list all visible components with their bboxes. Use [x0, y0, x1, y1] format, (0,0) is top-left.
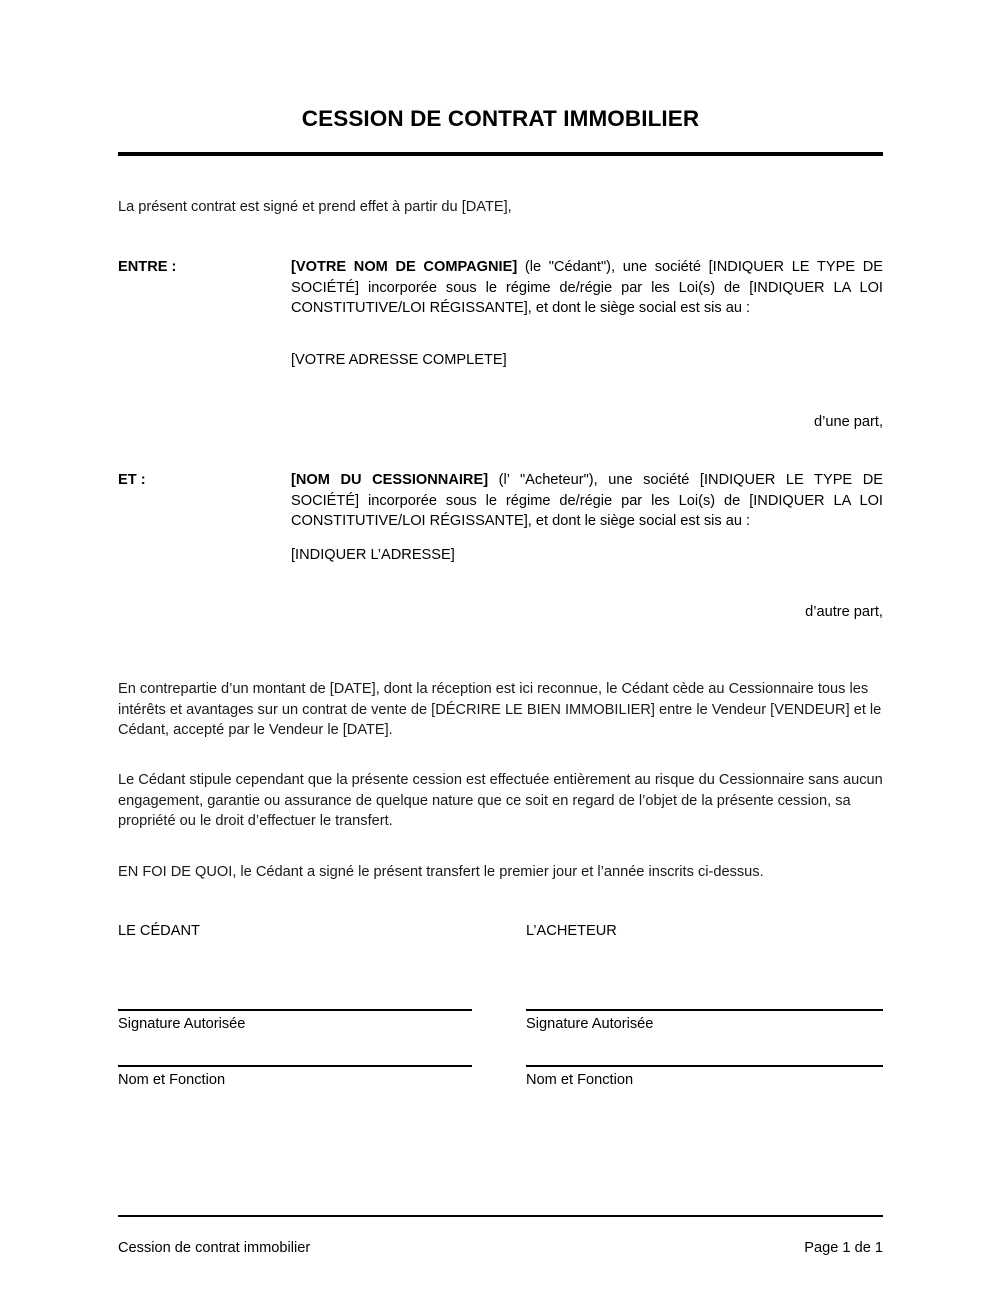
footer-document-name: Cession de contrat immobilier — [118, 1240, 311, 1256]
disclaimer-paragraph: Le Cédant stipule cependant que la présente cession est effectuée entièrement au risque du Cessionnaire sans aucun engagement, garantie ou assurance de quelque nature que ce soit en regard de l’objet de la présente cession, sa propriété ou le droit d’effectuer le transfert. — [118, 772, 883, 829]
assignee-description-text: (l’ "Acheteur"), une société [INDIQUER LE TYPE DE SOCIÉTÉ] incorporée sous le régime de/régie par les Loi(s) de [INDIQUER LA LOI CONSTITUTIVE/LOI RÉGISSANTE], et dont le siège social est sis au : — [291, 472, 883, 529]
signature-caption-assignor: Signature Autorisée — [118, 1016, 246, 1032]
assignee-name-placeholder: [NOM DU CESSIONNAIRE] — [291, 472, 489, 488]
title-divider — [118, 152, 883, 156]
footer-page-number: Page 1 de 1 — [804, 1240, 883, 1256]
assignee-part-note: d’autre part, — [805, 604, 883, 620]
assignee-label: ET : — [118, 472, 146, 488]
signature-line-assignor[interactable] — [118, 1009, 472, 1011]
attestation-paragraph: EN FOI DE QUOI, le Cédant a signé le présent transfert le premier jour et l’année inscrits ci-dessus. — [118, 864, 764, 880]
name-caption-assignor: Nom et Fonction — [118, 1072, 226, 1088]
assignor-part-note: d’une part, — [814, 414, 883, 430]
signature-caption-buyer: Signature Autorisée — [526, 1016, 654, 1032]
name-line-buyer[interactable] — [526, 1065, 883, 1067]
assignor-description — [291, 257, 883, 319]
footer-divider — [118, 1215, 883, 1217]
assignee-address: [INDIQUER L’ADRESSE] — [291, 547, 455, 563]
assignor-label: ENTRE : — [118, 259, 177, 275]
assignor-name-placeholder: [VOTRE NOM DE COMPAGNIE] — [291, 259, 518, 275]
assignor-address: [VOTRE ADRESSE COMPLETE] — [291, 352, 507, 368]
signature-heading-buyer: L’ACHETEUR — [526, 923, 617, 939]
name-caption-buyer: Nom et Fonction — [526, 1072, 634, 1088]
assignor-description-text: (le "Cédant"), une société [INDIQUER LE TYPE DE SOCIÉTÉ] incorporée sous le régime de/régie par les Loi(s) de [INDIQUER LA LOI CONSTITUTIVE/LOI RÉGISSANTE], et dont le siège social est sis au : — [291, 259, 883, 316]
intro-paragraph: La présent contrat est signé et prend effet à partir du [DATE], — [118, 199, 512, 215]
page-title: CESSION DE CONTRAT IMMOBILIER — [301, 106, 700, 131]
signature-line-buyer[interactable] — [526, 1009, 883, 1011]
consideration-paragraph: En contrepartie d’un montant de [DATE], dont la réception est ici reconnue, le Cédant cède au Cessionnaire tous les intérêts et avantages sur un contrat de vente de [DÉCRIRE LE BIEN IMMOBILIER] entre le Vendeur [VENDEUR] et le Cédant, accepté par le Vendeur le [DATE]. — [118, 681, 882, 738]
signature-heading-assignor: LE CÉDANT — [118, 923, 200, 939]
name-line-assignor[interactable] — [118, 1065, 472, 1067]
assignee-description — [291, 470, 883, 532]
